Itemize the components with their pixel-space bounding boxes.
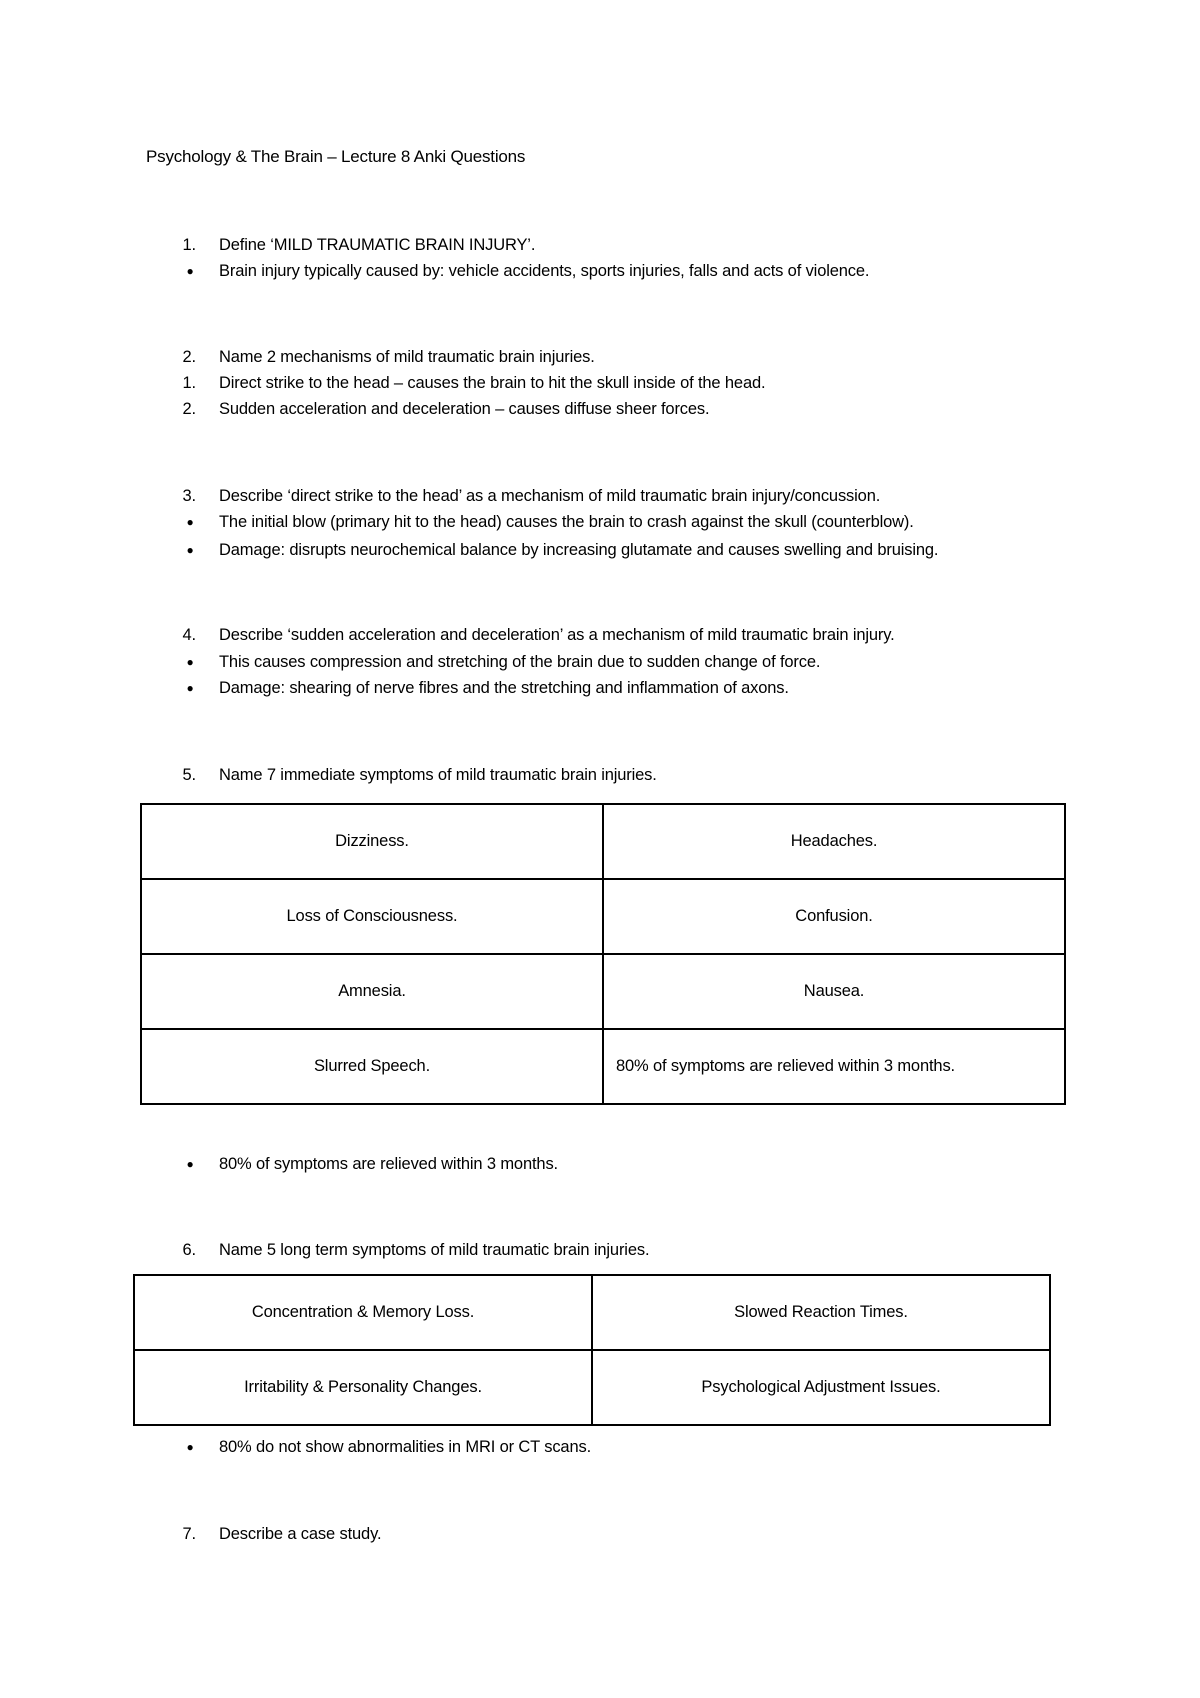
answer-text: This causes compression and stretching of the brain due to sudden change of force. xyxy=(219,653,821,671)
table-cell: Headaches. xyxy=(603,804,1065,879)
table-cell: Nausea. xyxy=(603,954,1065,1029)
table-row xyxy=(134,1350,1050,1425)
table-cell: Concentration & Memory Loss. xyxy=(134,1275,592,1350)
answer-text: 80% of symptoms are relieved within 3 months. xyxy=(219,1155,558,1173)
bullet-icon: ● xyxy=(186,681,194,695)
question-text: Name 5 long term symptoms of mild traumatic brain injuries. xyxy=(219,1241,650,1259)
question-number: 5. xyxy=(182,766,196,784)
question-number: 3. xyxy=(182,487,196,505)
table-cell: Irritability & Personality Changes. xyxy=(134,1350,592,1425)
table-row xyxy=(141,1029,1065,1104)
question-number: 1. xyxy=(182,236,196,254)
question-text: Name 7 immediate symptoms of mild traumatic brain injuries. xyxy=(219,766,657,784)
question-text: Describe ‘sudden acceleration and deceleration’ as a mechanism of mild traumatic brain injury. xyxy=(219,626,895,644)
answer-number: 1. xyxy=(182,374,196,392)
table-cell: Amnesia. xyxy=(141,954,603,1029)
question-text: Define ‘MILD TRAUMATIC BRAIN INJURY’. xyxy=(219,236,536,254)
answer-text: The initial blow (primary hit to the head) causes the brain to crash against the skull (counterblow). xyxy=(219,513,914,531)
table-row xyxy=(134,1275,1050,1350)
long-term-symptoms-table xyxy=(133,1274,1051,1426)
table-cell: Slurred Speech. xyxy=(141,1029,603,1104)
question-number: 4. xyxy=(182,626,196,644)
bullet-icon: ● xyxy=(186,543,194,557)
question-number: 7. xyxy=(182,1525,196,1543)
answer-text: Sudden acceleration and deceleration – causes diffuse sheer forces. xyxy=(219,400,710,418)
answer-text: Direct strike to the head – causes the brain to hit the skull inside of the head. xyxy=(219,374,766,392)
table-cell: Psychological Adjustment Issues. xyxy=(592,1350,1050,1425)
table-cell: Loss of Consciousness. xyxy=(141,879,603,954)
bullet-icon: ● xyxy=(186,264,194,278)
table-cell: 80% of symptoms are relieved within 3 months. xyxy=(603,1029,1065,1104)
immediate-symptoms-table xyxy=(140,803,1066,1105)
document-title: Psychology & The Brain – Lecture 8 Anki Questions xyxy=(146,147,526,166)
question-text: Describe a case study. xyxy=(219,1525,382,1543)
question-number: 2. xyxy=(182,348,196,366)
bullet-icon: ● xyxy=(186,1440,194,1454)
table-row xyxy=(141,804,1065,879)
question-number: 6. xyxy=(182,1241,196,1259)
answer-text: Damage: disrupts neurochemical balance by increasing glutamate and causes swelling and bruising. xyxy=(219,541,939,559)
answer-text: Brain injury typically caused by: vehicle accidents, sports injuries, falls and acts of violence. xyxy=(219,262,870,280)
question-text: Describe ‘direct strike to the head’ as a mechanism of mild traumatic brain injury/concussion. xyxy=(219,487,881,505)
table-row xyxy=(141,954,1065,1029)
answer-text: 80% do not show abnormalities in MRI or CT scans. xyxy=(219,1438,592,1456)
bullet-icon: ● xyxy=(186,1157,194,1171)
table-row xyxy=(141,879,1065,954)
question-text: Name 2 mechanisms of mild traumatic brain injuries. xyxy=(219,348,595,366)
answer-text: Damage: shearing of nerve fibres and the stretching and inflammation of axons. xyxy=(219,679,789,697)
bullet-icon: ● xyxy=(186,655,194,669)
bullet-icon: ● xyxy=(186,515,194,529)
table-cell: Dizziness. xyxy=(141,804,603,879)
table-cell: Confusion. xyxy=(603,879,1065,954)
answer-number: 2. xyxy=(182,400,196,418)
table-cell: Slowed Reaction Times. xyxy=(592,1275,1050,1350)
